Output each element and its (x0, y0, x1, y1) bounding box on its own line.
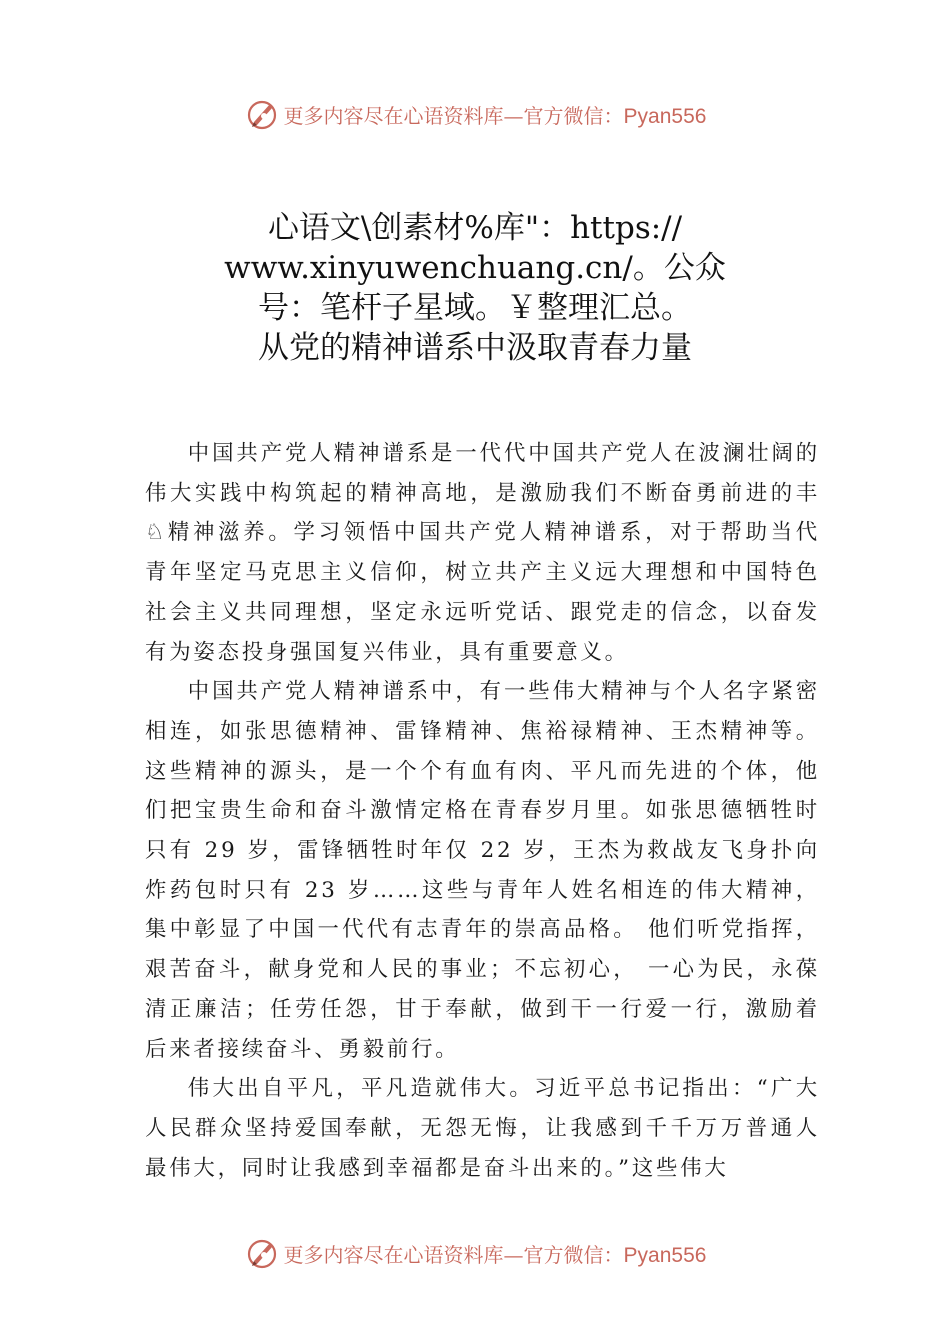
document-body (145, 434, 820, 1188)
title-line-4: 从党的精神谱系中汲取青春力量 (258, 330, 692, 366)
paragraph-2: 中国共产党人精神谱系中，有一些伟大精神与个人名字紧密相连，如张思德精神、雷锋精神、焦裕禄精神、王杰精神等。这些精神的源头，是一个个有血有肉、平凡而先进的个体，他们把宝贵生命和奋斗激情定格在青春岁月里。如张思德牺牲时只有 29 岁，雷锋牺牲时年仅 22 岁，王杰为救战友飞身扑向炸药包时只有 23 岁……这些与青年人姓名相连的伟大精神，集中彰显了中国一代代有志青年的崇高品格。 他们听党指挥，艰苦奋斗，献身党和人民的事业；不忘初心， 一心为民，永葆清正廉洁；任劳任怨，甘于奉献，做到干一行爱一行，激励着后来者接续奋斗、勇毅前行。 (145, 679, 820, 1062)
header-wechat-id: Pyan556 (623, 104, 707, 128)
paragraph-3: 伟大出自平凡，平凡造就伟大。习近平总书记指出：“广大人民群众坚持爱国奉献，无怨无悔，让我感到千千万万普通人最伟大，同时让我感到幸福都是奋斗出来的。”这些伟大 (145, 1076, 820, 1181)
document-title (175, 208, 775, 368)
header-banner (0, 94, 950, 134)
pen-logo-icon (244, 96, 280, 132)
pen-logo-icon (244, 1235, 280, 1271)
title-line-1: 心语文\创素材%库"：https:// (267, 210, 683, 246)
header-banner-text: 更多内容尽在心语资料库—官方微信：Pyan556 (283, 103, 707, 128)
title-line-2: www.xinyuwenchuang.cn/。公众 (224, 250, 726, 286)
footer-banner-text: 更多内容尽在心语资料库—官方微信：Pyan556 (283, 1242, 707, 1267)
paragraph-1: 中国共产党人精神谱系是一代代中国共产党人在波澜壮阔的伟大实践中构筑起的精神高地，是激励我们不断奋勇前进的丰♘精神滋养。学习领悟中国共产党人精神谱系，对于帮助当代青年坚定马克思主义信仰，树立共产主义远大理想和中国特色社会主义共同理想，坚定永远听党话、跟党走的信念，以奋发有为姿态投身强国复兴伟业，具有重要意义。 (145, 441, 820, 665)
footer-wechat-id: Pyan556 (623, 1243, 707, 1267)
footer-banner (0, 1233, 950, 1273)
title-line-3: 号：笔杆子星域。￥整理汇总。 (258, 290, 692, 326)
